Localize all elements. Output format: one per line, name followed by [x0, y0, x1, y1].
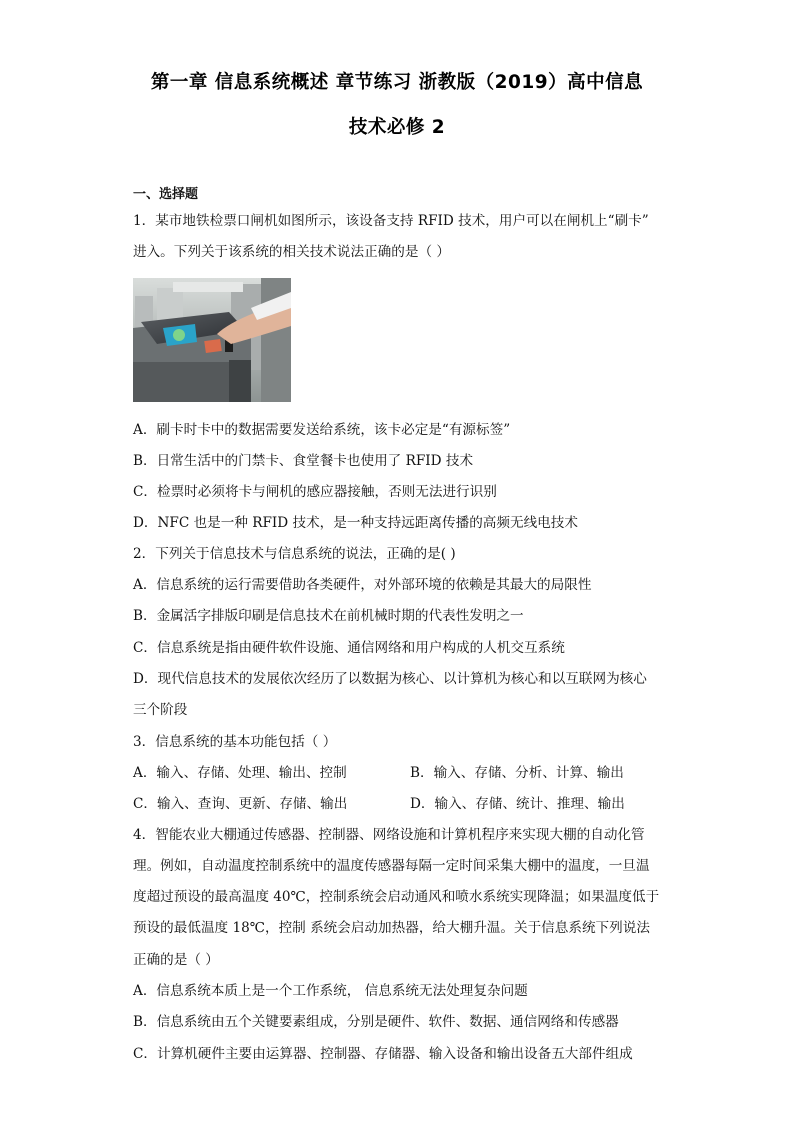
q1-option-b: B．日常生活中的门禁卡、食堂餐卡也使用了 RFID 技术 — [133, 453, 474, 469]
q1-turnstile-photo — [133, 278, 291, 402]
q2-option-c: C．信息系统是指由硬件软件设施、通信网络和用户构成的人机交互系统 — [133, 640, 565, 656]
turnstile-image — [133, 278, 291, 402]
q2-option-a: A．信息系统的运行需要借助各类硬件，对外部环境的依赖是其最大的局限性 — [133, 577, 592, 593]
q2-option-d-line1: D．现代信息技术的发展依次经历了以数据为核心、以计算机为核心和以互联网为核心 — [133, 671, 647, 687]
q3-stem: 3．信息系统的基本功能包括（ ） — [133, 734, 337, 750]
q3-option-c: C．输入、查询、更新、存储、输出 — [133, 796, 348, 812]
q2-option-d-line2: 三个阶段 — [133, 702, 188, 718]
document-title-line2: 技术必修 2 — [348, 117, 446, 138]
q1-option-a: A．刷卡时卡中的数据需要发送给系统，该卡必定是“有源标签” — [133, 422, 511, 438]
q3-option-b: B．输入、存储、分析、计算、输出 — [410, 765, 624, 781]
q4-option-b: B．信息系统由五个关键要素组成，分别是硬件、软件、数据、通信网络和传感器 — [133, 1014, 619, 1030]
q2-option-b: B．金属活字排版印刷是信息技术在前机械时期的代表性发明之一 — [133, 608, 524, 624]
q3-option-d: D．输入、存储、统计、推理、输出 — [410, 796, 625, 812]
q1-stem-line2: 进入。下列关于该系统的相关技术说法正确的是（ ） — [133, 244, 450, 260]
document-title-line1: 第一章 信息系统概述 章节练习 浙教版（2019）高中信息 — [150, 72, 644, 93]
q4-stem-line2: 理。例如，自动温度控制系统中的温度传感器每隔一定时间采集大棚中的温度，一旦温 — [133, 858, 650, 874]
q3-option-a: A．输入、存储、处理、输出、控制 — [133, 765, 347, 781]
q1-option-c: C．检票时必须将卡与闸机的感应器接触，否则无法进行识别 — [133, 484, 497, 500]
q4-stem-line4: 预设的最低温度 18℃，控制 系统会启动加热器，给大棚升温。关于信息系统下列说法 — [133, 920, 650, 936]
q1-stem-line1: 1．某市地铁检票口闸机如图所示，该设备支持 RFID 技术，用户可以在闸机上“刷卡” — [133, 213, 649, 229]
q4-option-a: A．信息系统本质上是一个工作系统， 信息系统无法处理复杂问题 — [133, 983, 528, 999]
q1-option-d: D．NFC 也是一种 RFID 技术，是一种支持远距离传播的高频无线电技术 — [133, 515, 578, 531]
q4-stem-line1: 4．智能农业大棚通过传感器、控制器、网络设施和计算机程序来实现大棚的自动化管 — [133, 827, 645, 843]
q2-stem: 2．下列关于信息技术与信息系统的说法，正确的是( ) — [133, 546, 456, 562]
q4-option-c: C．计算机硬件主要由运算器、控制器、存储器、输入设备和输出设备五大部件组成 — [133, 1046, 633, 1062]
q4-stem-line3: 度超过预设的最高温度 40℃，控制系统会启动通风和喷水系统实现降温；如果温度低于 — [133, 889, 660, 905]
q4-stem-line5: 正确的是（ ） — [133, 952, 219, 968]
section-heading: 一、选择题 — [133, 187, 199, 202]
